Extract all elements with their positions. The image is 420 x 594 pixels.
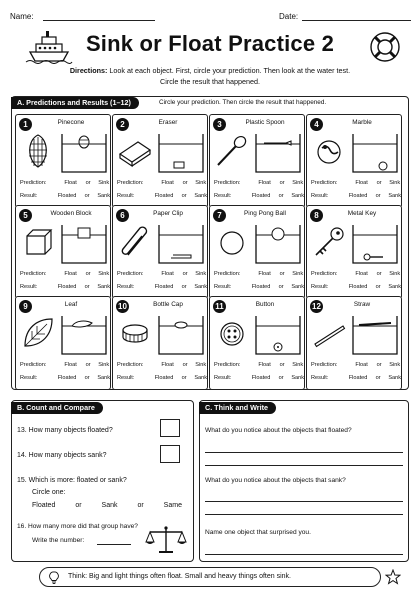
result-row xyxy=(117,284,208,290)
object-name: Marble xyxy=(352,119,372,126)
result-row xyxy=(214,284,305,290)
choice-or-2: or xyxy=(137,502,144,509)
or-word: or xyxy=(376,180,382,186)
choice-floated[interactable]: Floated xyxy=(32,502,56,509)
prediction-label: Prediction: xyxy=(311,180,338,186)
choice-floated[interactable]: Floated xyxy=(251,375,271,381)
object-name: Button xyxy=(255,301,275,308)
or-word: or xyxy=(278,284,284,290)
object-card xyxy=(306,296,402,390)
result-label: Result: xyxy=(117,375,135,381)
section-b-title: B. Count and Compare xyxy=(11,402,103,414)
prediction-label: Prediction: xyxy=(20,180,47,186)
prediction-label: Prediction: xyxy=(311,271,338,277)
question-15-sub: Circle one: xyxy=(32,489,66,496)
object-card xyxy=(306,205,402,299)
result-label: Result: xyxy=(311,375,329,381)
choice-sank[interactable]: Sank xyxy=(194,375,208,381)
choice-float[interactable]: Float xyxy=(64,271,77,277)
choice-or-1: or xyxy=(75,502,82,509)
item-number: 11 xyxy=(213,300,226,313)
think-tip xyxy=(68,568,291,586)
write-line[interactable] xyxy=(205,501,403,502)
section-a-instruction: Circle your prediction. Then circle the result that happened. xyxy=(159,99,327,106)
result-row xyxy=(311,375,402,381)
choice-sank[interactable]: Sank xyxy=(291,375,305,381)
choice-floated[interactable]: Floated xyxy=(251,284,271,290)
object-card xyxy=(112,296,208,390)
object-name: Metal Key xyxy=(347,210,377,217)
prediction-label: Prediction: xyxy=(117,362,144,368)
or-word: or xyxy=(181,193,187,199)
choice-float[interactable]: Float xyxy=(258,362,271,368)
result-label: Result: xyxy=(214,284,232,290)
object-name: Bottle Cap xyxy=(153,301,183,308)
choice-sink[interactable]: Sink xyxy=(389,180,401,186)
choice-floated[interactable]: Floated xyxy=(154,193,174,199)
result-label: Result: xyxy=(117,284,135,290)
result-label: Result: xyxy=(311,284,329,290)
object-name: Leaf xyxy=(64,301,78,308)
or-word: or xyxy=(181,375,187,381)
answer-line-16[interactable] xyxy=(97,544,131,545)
choice-float[interactable]: Float xyxy=(258,271,271,277)
choice-float[interactable]: Float xyxy=(64,180,77,186)
item-number: 6 xyxy=(116,209,129,222)
result-row xyxy=(311,284,402,290)
prediction-row xyxy=(20,362,108,368)
directions-label: Directions: xyxy=(69,66,108,75)
object-name: Plastic Spoon xyxy=(245,119,285,126)
lightbulb-icon xyxy=(49,571,59,584)
think-text: Big and light things often float. Small and heavy things often sink. xyxy=(89,573,291,580)
choice-sank[interactable]: Sank xyxy=(194,284,208,290)
choice-sink[interactable]: Sink xyxy=(389,362,401,368)
choice-same[interactable]: Same xyxy=(163,502,182,509)
item-number: 9 xyxy=(19,300,32,313)
or-word: or xyxy=(182,362,188,368)
result-label: Result: xyxy=(20,284,38,290)
directions-line2: Circle the result that happened. xyxy=(160,76,260,86)
item-number: 1 xyxy=(19,118,32,131)
choice-float[interactable]: Float xyxy=(161,362,174,368)
item-number: 7 xyxy=(213,209,226,222)
prediction-label: Prediction: xyxy=(311,362,338,368)
or-word: or xyxy=(279,180,285,186)
object-name: Eraser xyxy=(158,119,178,126)
choice-floated[interactable]: Floated xyxy=(154,284,174,290)
date-line[interactable] xyxy=(302,20,411,21)
answer-box-14[interactable] xyxy=(160,445,180,463)
or-word: or xyxy=(279,362,285,368)
prediction-label: Prediction: xyxy=(214,362,241,368)
result-row xyxy=(214,193,305,199)
choice-float[interactable]: Float xyxy=(258,180,271,186)
choice-float[interactable]: Float xyxy=(355,362,368,368)
prediction-row xyxy=(214,271,302,277)
object-name: Ping Pong Ball xyxy=(244,210,286,217)
choice-floated[interactable]: Floated xyxy=(348,375,368,381)
choice-sink[interactable]: Sink xyxy=(292,271,304,277)
choice-sank[interactable]: Sank xyxy=(291,193,305,199)
or-word: or xyxy=(278,193,284,199)
balance-scale-icon xyxy=(145,525,187,555)
prediction-label: Prediction: xyxy=(117,271,144,277)
item-number: 10 xyxy=(116,300,129,313)
result-label: Result: xyxy=(214,375,232,381)
choice-floated[interactable]: Floated xyxy=(251,193,271,199)
choice-sink[interactable]: Sink xyxy=(292,362,304,368)
choice-sank[interactable]: Sank xyxy=(194,193,208,199)
choice-sink[interactable]: Sink xyxy=(98,180,110,186)
question-14: 14. How many objects sank? xyxy=(17,452,107,459)
or-word: or xyxy=(375,375,381,381)
prediction-row xyxy=(311,271,399,277)
choice-float[interactable]: Float xyxy=(355,180,368,186)
choice-sink[interactable]: Sink xyxy=(292,180,304,186)
prediction-label: Prediction: xyxy=(20,362,47,368)
think-box xyxy=(39,567,381,587)
write-line[interactable] xyxy=(205,514,403,515)
result-row xyxy=(117,193,208,199)
prediction-row xyxy=(20,180,108,186)
choice-float[interactable]: Float xyxy=(161,271,174,277)
choice-sank[interactable]: Sank xyxy=(97,284,111,290)
choice-row xyxy=(32,502,182,509)
or-word: or xyxy=(182,271,188,277)
answer-box-13[interactable] xyxy=(160,419,180,437)
choice-float[interactable]: Float xyxy=(161,180,174,186)
object-card xyxy=(15,114,111,208)
item-number: 2 xyxy=(116,118,129,131)
result-label: Result: xyxy=(117,193,135,199)
or-word: or xyxy=(181,284,187,290)
section-c-title: C. Think and Write xyxy=(199,402,276,414)
item-number: 3 xyxy=(213,118,226,131)
object-name: Pinecone xyxy=(57,119,85,126)
prediction-row xyxy=(311,180,399,186)
write-question-1: What do you notice about the objects that floated? xyxy=(205,427,352,434)
prediction-row xyxy=(20,271,108,277)
choice-sank[interactable]: Sank xyxy=(388,193,402,199)
object-card xyxy=(112,114,208,208)
question-16-sub: Write the number: xyxy=(32,537,85,544)
object-card xyxy=(15,205,111,299)
choice-sink[interactable]: Sink xyxy=(195,271,207,277)
or-word: or xyxy=(375,193,381,199)
prediction-label: Prediction: xyxy=(214,271,241,277)
prediction-row xyxy=(117,271,205,277)
item-number: 5 xyxy=(19,209,32,222)
choice-sink[interactable]: Sink xyxy=(98,362,110,368)
result-label: Result: xyxy=(214,193,232,199)
item-number: 12 xyxy=(310,300,323,313)
question-13: 13. How many objects floated? xyxy=(17,427,113,434)
object-name: Wooden Block xyxy=(50,210,92,217)
choice-floated[interactable]: Floated xyxy=(57,375,77,381)
or-word: or xyxy=(85,271,91,277)
or-word: or xyxy=(84,284,90,290)
choice-floated[interactable]: Floated xyxy=(348,193,368,199)
question-16: 16. How many more did that group have? xyxy=(17,523,138,530)
choice-floated[interactable]: Floated xyxy=(57,193,77,199)
choice-floated[interactable]: Floated xyxy=(154,375,174,381)
prediction-row xyxy=(214,180,302,186)
result-label: Result: xyxy=(311,193,329,199)
result-row xyxy=(311,193,402,199)
choice-float[interactable]: Float xyxy=(64,362,77,368)
item-number: 4 xyxy=(310,118,323,131)
item-number: 8 xyxy=(310,209,323,222)
result-row xyxy=(214,375,305,381)
or-word: or xyxy=(182,180,188,186)
result-row xyxy=(20,284,111,290)
choice-sink[interactable]: Sink xyxy=(389,271,401,277)
choice-sank[interactable]: Sank xyxy=(101,502,118,509)
result-label: Result: xyxy=(20,193,38,199)
object-card xyxy=(209,114,305,208)
object-name: Paper Clip xyxy=(153,210,183,217)
result-row xyxy=(117,375,208,381)
result-row xyxy=(20,375,111,381)
write-question-3: Name one object that surprised you. xyxy=(205,529,311,536)
choice-sank[interactable]: Sank xyxy=(388,284,402,290)
choice-sank[interactable]: Sank xyxy=(291,284,305,290)
or-word: or xyxy=(84,193,90,199)
prediction-row xyxy=(311,362,399,368)
write-line[interactable] xyxy=(205,554,403,555)
think-label: Think: xyxy=(68,573,88,580)
directions xyxy=(0,66,420,87)
choice-sink[interactable]: Sink xyxy=(195,362,207,368)
choice-float[interactable]: Float xyxy=(355,271,368,277)
object-card xyxy=(209,296,305,390)
name-label: Name: xyxy=(10,12,34,21)
choice-sank[interactable]: Sank xyxy=(97,375,111,381)
result-label: Result: xyxy=(20,375,38,381)
object-name: Straw xyxy=(353,301,371,308)
choice-floated[interactable]: Floated xyxy=(348,284,368,290)
choice-sank[interactable]: Sank xyxy=(388,375,402,381)
section-a-title: A. Predictions and Results (1–12) xyxy=(11,97,139,109)
or-word: or xyxy=(84,375,90,381)
object-card xyxy=(209,205,305,299)
object-card xyxy=(112,205,208,299)
or-word: or xyxy=(279,271,285,277)
or-word: or xyxy=(85,180,91,186)
prediction-label: Prediction: xyxy=(117,180,144,186)
prediction-row xyxy=(214,362,302,368)
object-card xyxy=(306,114,402,208)
write-question-2: What do you notice about the objects that sank? xyxy=(205,477,346,484)
or-word: or xyxy=(278,375,284,381)
choice-floated[interactable]: Floated xyxy=(57,284,77,290)
star-icon xyxy=(385,569,401,585)
question-15: 15. Which is more: floated or sank? xyxy=(17,477,127,484)
prediction-row xyxy=(117,362,205,368)
prediction-label: Prediction: xyxy=(214,180,241,186)
or-word: or xyxy=(376,271,382,277)
name-line[interactable] xyxy=(43,20,155,21)
write-line[interactable] xyxy=(205,465,403,466)
page-title: Sink or Float Practice 2 xyxy=(85,31,335,56)
write-line[interactable] xyxy=(205,452,403,453)
prediction-row xyxy=(117,180,205,186)
prediction-label: Prediction: xyxy=(20,271,47,277)
or-word: or xyxy=(85,362,91,368)
result-row xyxy=(20,193,111,199)
or-word: or xyxy=(375,284,381,290)
object-card xyxy=(15,296,111,390)
choice-sank[interactable]: Sank xyxy=(97,193,111,199)
choice-sink[interactable]: Sink xyxy=(195,180,207,186)
choice-sink[interactable]: Sink xyxy=(98,271,110,277)
or-word: or xyxy=(376,362,382,368)
directions-line1: Look at each object. First, circle your prediction. Then look at the water test. xyxy=(109,66,351,75)
date-label: Date: xyxy=(279,12,299,21)
